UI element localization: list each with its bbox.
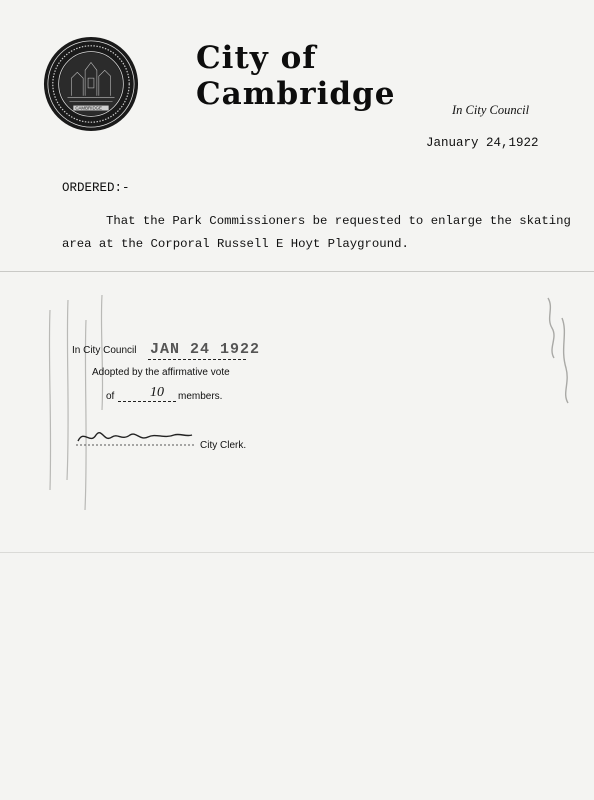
members-label: members. [178,391,223,402]
clerk-label: City Clerk. [200,440,247,451]
clerk-signature [74,423,194,449]
order-body [62,210,571,256]
paper-fold-line [0,271,594,272]
date-underline [148,359,246,360]
ordered-heading: ORDERED:- [62,181,130,195]
svg-text:CAMBRIDGE: CAMBRIDGE [75,105,103,111]
council-label: In City Council [72,345,137,356]
vote-underline [118,401,176,402]
letterhead-subtitle: In City Council [452,103,530,117]
vote-count: 10 [150,385,164,400]
vote-of-label: of [106,391,115,402]
council-stamp [72,335,272,455]
order-line-1: That the Park Commissioners be requested to enlarge the skating [106,214,571,228]
faded-handwriting-mark [538,288,578,408]
adopted-label: Adopted by the affirmative vote [92,367,230,378]
paper-fold-line [0,552,594,553]
stamp-date: JAN 24 1922 [150,341,261,358]
order-line-2: area at the Corporal Russell E Hoyt Playground. [62,237,409,251]
letterhead-title: City of Cambridge [196,40,396,112]
city-seal-icon [42,35,140,133]
order-date: January 24,1922 [426,136,539,150]
